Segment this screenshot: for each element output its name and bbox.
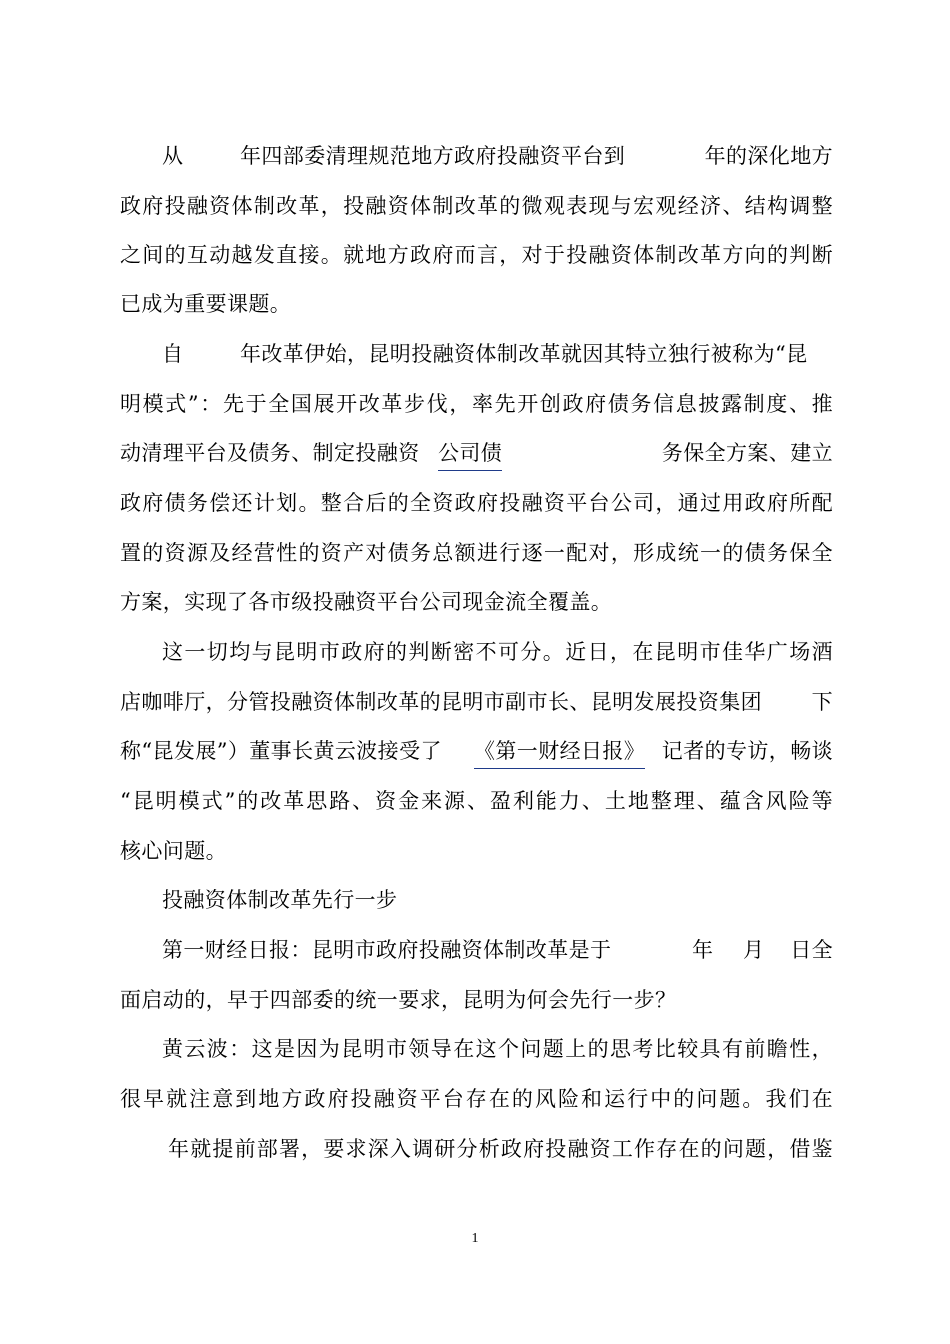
text-fragment: 很早就注意到地方政府投融资平台存在的风险和运行中的问题。我们在 <box>120 1087 833 1111</box>
text-fragment: 黄云波：这是因为昆明市领导在这个问题上的思考比较具有前瞻性， <box>162 1037 833 1061</box>
text-line <box>120 191 833 221</box>
text-line <box>120 438 833 468</box>
text-line <box>120 389 833 419</box>
text-line <box>162 637 833 667</box>
text-line <box>120 836 833 866</box>
text-line <box>162 935 833 965</box>
text-fragment: 年四部委清理规范地方政府投融资平台到 <box>240 144 626 168</box>
text-fragment: 明模式”：先于全国展开改革步伐，率先开创政府债务信息披露制度、推 <box>120 392 833 416</box>
text-fragment: 月 <box>743 938 765 962</box>
page-number: 1 <box>471 1231 479 1246</box>
text-line <box>120 538 833 568</box>
text-line <box>120 289 833 319</box>
text-line <box>120 786 833 816</box>
text-fragment: 称“昆发展”）董事长黄云波接受了 <box>120 739 442 763</box>
company-bond-link[interactable]: 公司债 <box>438 438 502 471</box>
text-fragment: 核心问题。 <box>120 839 227 863</box>
text-fragment: 自 <box>162 342 184 366</box>
text-fragment: 之间的互动越发直接。就地方政府而言，对于投融资体制改革方向的判断 <box>120 243 833 267</box>
text-fragment: 第一财经日报：昆明市政府投融资体制改革是于 <box>162 938 612 962</box>
text-fragment: “昆明模式”的改革思路、资金来源、盈利能力、土地整理、蕴含风险等 <box>120 789 833 813</box>
text-fragment: 记者的专访，畅谈 <box>661 739 833 763</box>
text-line <box>168 1134 833 1164</box>
text-fragment: 这一切均与昆明市政府的判断密不可分。近日，在昆明市佳华广场酒 <box>162 640 833 664</box>
text-fragment: 务保全方案、建立 <box>661 441 833 465</box>
text-fragment: 年的深化地方 <box>704 144 833 168</box>
text-fragment: 动清理平台及债务、制定投融资 <box>120 441 420 465</box>
text-fragment: 置的资源及经营性的资产对债务总额进行逐一配对，形成统一的债务保全 <box>120 541 833 565</box>
text-fragment: 年改革伊始，昆明投融资体制改革就因其特立独行被称为“昆 <box>240 342 808 366</box>
text-line <box>162 339 833 369</box>
text-line <box>120 736 833 766</box>
text-fragment: 日全 <box>790 938 833 962</box>
text-fragment: 店咖啡厅，分管投融资体制改革的昆明市副市长、昆明发展投资集团 <box>120 690 762 714</box>
text-fragment: 方案，实现了各市级投融资平台公司现金流全覆盖。 <box>120 590 613 614</box>
text-fragment: 政府投融资体制改革，投融资体制改革的微观表现与宏观经济、结构调整 <box>120 194 833 218</box>
text-fragment: 年 <box>692 938 714 962</box>
text-line <box>120 488 833 518</box>
text-fragment: 下 <box>811 690 833 714</box>
newspaper-link[interactable]: 《第一财经日报》 <box>474 736 645 769</box>
section-heading <box>162 885 833 915</box>
text-line <box>120 240 833 270</box>
text-fragment: 从 <box>162 144 184 168</box>
text-fragment: 年就提前部署，要求深入调研分析政府投融资工作存在的问题，借鉴 <box>168 1137 833 1161</box>
text-line <box>120 1084 833 1114</box>
text-line <box>120 985 833 1015</box>
text-fragment: 投融资体制改革先行一步 <box>162 888 398 912</box>
text-fragment: 面启动的，早于四部委的统一要求，昆明为何会先行一步？ <box>120 988 677 1012</box>
text-fragment: 已成为重要课题。 <box>120 292 292 316</box>
text-line <box>162 1034 833 1064</box>
text-line <box>162 141 833 171</box>
text-fragment: 政府债务偿还计划。整合后的全资政府投融资平台公司，通过用政府所配 <box>120 491 833 515</box>
text-line <box>120 587 833 617</box>
text-line <box>120 687 833 717</box>
